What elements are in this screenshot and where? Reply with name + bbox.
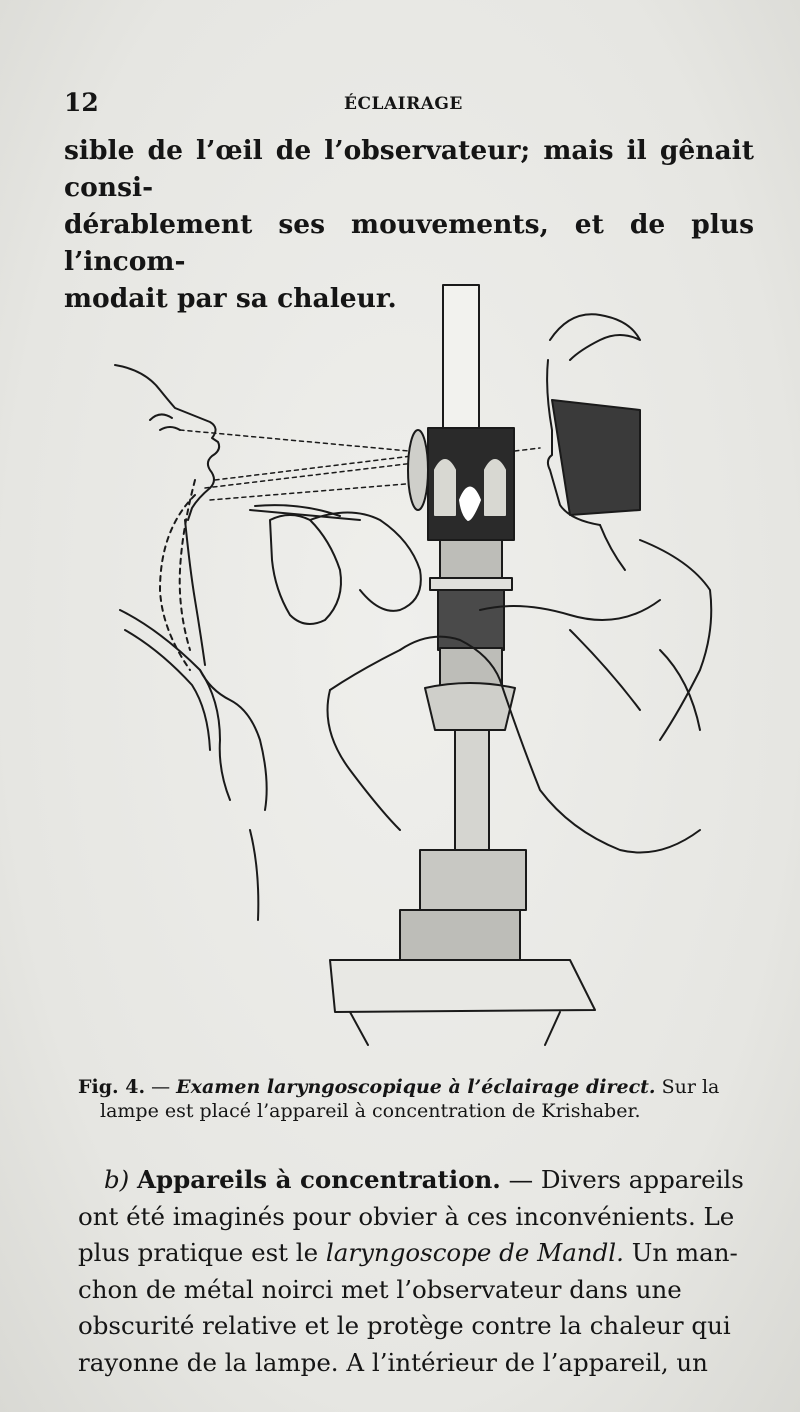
text-line: chon de métal noirci met l’observateur dans une bbox=[78, 1274, 682, 1304]
text-line: dérablement ses mouvements, et de plus l’incom- bbox=[64, 209, 754, 277]
text-line bbox=[78, 1162, 758, 1199]
page-number: 12 bbox=[64, 88, 99, 117]
figure-caption bbox=[78, 1075, 758, 1123]
figure-title: Examen laryngoscopique à l’éclairage direct. bbox=[176, 1076, 656, 1098]
section-heading: Appareils à concentration. bbox=[137, 1165, 501, 1194]
body-paragraph bbox=[78, 1162, 758, 1381]
caption-line1-rest: Sur la bbox=[655, 1076, 720, 1098]
caption-dash: — bbox=[145, 1076, 177, 1098]
text-line: obscurité relative et le protège contre la chaleur qui bbox=[78, 1311, 731, 1340]
caption-line2: lampe est placé l’appareil à concentration de Krishaber. bbox=[100, 1100, 641, 1122]
text-span: — Divers appareils bbox=[500, 1165, 744, 1194]
section-letter: b) bbox=[104, 1165, 138, 1194]
laryngoscopy-engraving bbox=[100, 270, 720, 1060]
text-line: modait par sa chaleur. bbox=[64, 283, 397, 314]
text-line bbox=[78, 1235, 758, 1272]
figure-illustration bbox=[100, 270, 720, 1060]
running-head: ÉCLAIRAGE bbox=[344, 94, 463, 114]
text-span: plus pratique est le bbox=[78, 1238, 326, 1267]
text-line: rayonne de la lampe. A l’intérieur de l’appareil, un bbox=[78, 1347, 708, 1377]
page-header bbox=[64, 88, 736, 118]
figure-label: Fig. 4. bbox=[78, 1076, 146, 1098]
emphasis-text: laryngoscope de Mandl. bbox=[325, 1238, 624, 1267]
text-span: Un man- bbox=[623, 1238, 738, 1267]
text-line: ont été imaginés pour obvier à ces inconvénients. Le bbox=[78, 1201, 735, 1231]
text-line: sible de l’œil de l’observateur; mais il gênait consi- bbox=[64, 135, 754, 203]
